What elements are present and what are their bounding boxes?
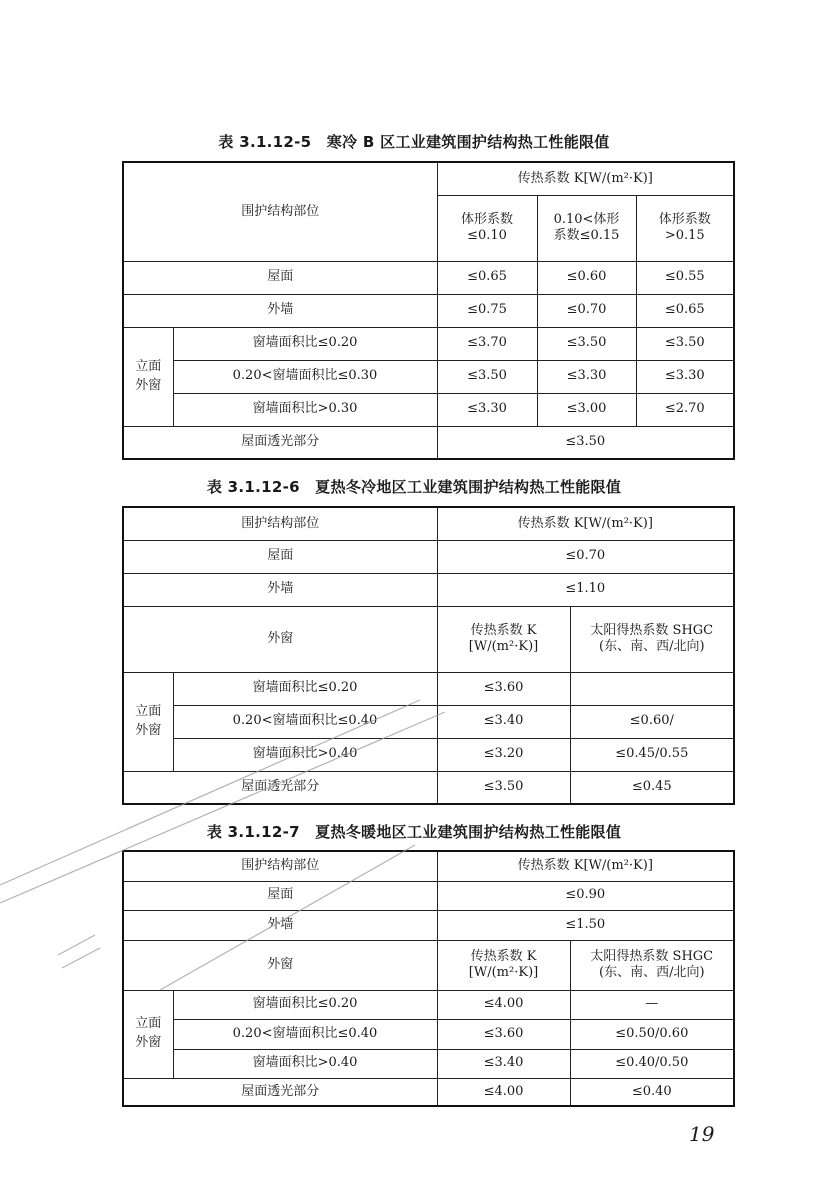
- table3-skylight-k: ≤4.00: [437, 1078, 570, 1106]
- table1-window-group: [123, 327, 173, 426]
- table1-header-col3-line1: 体形系数: [658, 211, 711, 227]
- table3-roof-label: 屋面: [123, 881, 437, 910]
- table2-row-window-header: [123, 606, 734, 672]
- table2-row-win3: [123, 738, 734, 771]
- table2-row-roof: [123, 540, 734, 573]
- table1-win3-v1: ≤3.30: [437, 393, 537, 426]
- table2-win3-shgc: ≤0.45/0.55: [570, 738, 734, 771]
- table3-row-roof: [123, 881, 734, 910]
- table3-window-group: [123, 990, 173, 1078]
- table1-window-group-line1: 立面: [135, 358, 162, 374]
- table1-wall-v1: ≤0.75: [437, 294, 537, 327]
- table1-caption: 表 3.1.12-5 寒冷 B 区工业建筑围护结构热工性能限值: [218, 133, 610, 151]
- table3-window-shgc: [570, 940, 734, 990]
- table1-row-roof: [123, 261, 734, 294]
- table3-wall-v: ≤1.50: [437, 910, 734, 940]
- table2-window-group: [123, 672, 173, 771]
- table3-win3-k: ≤3.40: [437, 1049, 570, 1078]
- table3-row-skylight: [123, 1078, 734, 1106]
- table1-row-wall: [123, 294, 734, 327]
- table1-roof-label: 屋面: [123, 261, 437, 294]
- table1-skylight-label: 屋面透光部分: [123, 426, 437, 459]
- table2-wall-v: ≤1.10: [437, 573, 734, 606]
- table2-window-shgc-line1: 太阳得热系数 SHGC: [590, 622, 714, 638]
- table2-win3-k: ≤3.20: [437, 738, 570, 771]
- table3-win2-k: ≤3.60: [437, 1019, 570, 1049]
- table2-window-k: [437, 606, 570, 672]
- table3-win1-k: ≤4.00: [437, 990, 570, 1019]
- table2-win2-shgc: ≤0.60/: [570, 705, 734, 738]
- table2-roof-v: ≤0.70: [437, 540, 734, 573]
- table1-row-skylight: [123, 426, 734, 459]
- table3-window-k: [437, 940, 570, 990]
- table1-win1-v2: ≤3.50: [537, 327, 636, 360]
- table2-win2-k: ≤3.40: [437, 705, 570, 738]
- table3-skylight-label: 屋面透光部分: [123, 1078, 437, 1106]
- table3-window-k-line2: [W/(m²·K)]: [468, 965, 539, 980]
- table2-win2-label: 0.20<窗墙面积比≤0.40: [173, 705, 437, 738]
- table1: [122, 161, 735, 460]
- table3-win3-label: 窗墙面积比>0.40: [173, 1049, 437, 1078]
- page-number: 19: [689, 1122, 715, 1146]
- table3-row-win1: [123, 990, 734, 1019]
- table1-header-col3-line2: >0.15: [664, 228, 705, 243]
- table1-row-win1: [123, 327, 734, 360]
- table2-skylight-label: 屋面透光部分: [123, 771, 437, 804]
- table3-row-win3: [123, 1049, 734, 1078]
- table2-window-label: 外窗: [123, 606, 437, 672]
- table1-wall-label: 外墙: [123, 294, 437, 327]
- table3-win2-label: 0.20<窗墙面积比≤0.40: [173, 1019, 437, 1049]
- table3-row-win2: [123, 1019, 734, 1049]
- table2-window-k-line2: [W/(m²·K)]: [468, 639, 539, 654]
- table1-header-col2: [537, 195, 636, 261]
- table2-header-k: 传热系数 K[W/(m²·K)]: [437, 507, 734, 540]
- table2-window-shgc: [570, 606, 734, 672]
- table3-roof-v: ≤0.90: [437, 881, 734, 910]
- table1-win3-v3: ≤2.70: [636, 393, 734, 426]
- table1-win2-v1: ≤3.50: [437, 360, 537, 393]
- table2-roof-label: 屋面: [123, 540, 437, 573]
- table1-win1-v1: ≤3.70: [437, 327, 537, 360]
- table3-skylight-shgc: ≤0.40: [570, 1078, 734, 1106]
- table2: [122, 506, 735, 805]
- table2-window-group-line1: 立面: [135, 703, 162, 719]
- table3-header-part: 围护结构部位: [123, 851, 437, 881]
- table2-row-skylight: [123, 771, 734, 804]
- table1-header-col2-line1: 0.10<体形: [553, 211, 620, 227]
- table2-row-wall: [123, 573, 734, 606]
- table1-window-group-line2: 外窗: [135, 377, 162, 393]
- table1-win2-v2: ≤3.30: [537, 360, 636, 393]
- table1-wall-v3: ≤0.65: [636, 294, 734, 327]
- table2-caption: 表 3.1.12-6 夏热冬冷地区工业建筑围护结构热工性能限值: [206, 478, 622, 496]
- table2-skylight-shgc: ≤0.45: [570, 771, 734, 804]
- table3-window-k-line1: 传热系数 K: [470, 948, 537, 964]
- table1-roof-v1: ≤0.65: [437, 261, 537, 294]
- table1-win3-label: 窗墙面积比>0.30: [173, 393, 437, 426]
- table1-header-col1: [437, 195, 537, 261]
- table3-win2-shgc: ≤0.50/0.60: [570, 1019, 734, 1049]
- table1-win1-label: 窗墙面积比≤0.20: [173, 327, 437, 360]
- table2-win1-shgc: [570, 672, 734, 705]
- table1-win1-v3: ≤3.50: [636, 327, 734, 360]
- table2-row-win1: [123, 672, 734, 705]
- table1-header-col1-line1: 体形系数: [461, 211, 514, 227]
- table3-win1-label: 窗墙面积比≤0.20: [173, 990, 437, 1019]
- table1-roof-v2: ≤0.60: [537, 261, 636, 294]
- table1-wall-v2: ≤0.70: [537, 294, 636, 327]
- table3-window-label: 外窗: [123, 940, 437, 990]
- table2-header-part: 围护结构部位: [123, 507, 437, 540]
- table3-row-window-header: [123, 940, 734, 990]
- table2-wall-label: 外墙: [123, 573, 437, 606]
- table1-header-col2-line2: 系数≤0.15: [553, 228, 620, 243]
- table3-win1-shgc: —: [570, 990, 734, 1019]
- table1-roof-v3: ≤0.55: [636, 261, 734, 294]
- table3-window-shgc-line1: 太阳得热系数 SHGC: [590, 948, 714, 964]
- table2-row-win2: [123, 705, 734, 738]
- table1-header-k: 传热系数 K[W/(m²·K)]: [437, 162, 734, 195]
- table2-window-k-line1: 传热系数 K: [470, 622, 537, 638]
- table3: [122, 850, 735, 1107]
- table1-header-part: 围护结构部位: [123, 162, 437, 261]
- table1-row-win2: [123, 360, 734, 393]
- table3-window-group-line2: 外窗: [135, 1035, 162, 1050]
- table2-win1-k: ≤3.60: [437, 672, 570, 705]
- table3-window-shgc-line2: (东、南、西/北向): [599, 965, 705, 980]
- table3-header-k: 传热系数 K[W/(m²·K)]: [437, 851, 734, 881]
- table3-wall-label: 外墙: [123, 910, 437, 940]
- table1-win2-v3: ≤3.30: [636, 360, 734, 393]
- table1-row-win3: [123, 393, 734, 426]
- table1-win3-v2: ≤3.00: [537, 393, 636, 426]
- table1-skylight-v: ≤3.50: [437, 426, 734, 459]
- table2-win1-label: 窗墙面积比≤0.20: [173, 672, 437, 705]
- table1-header-col3: [636, 195, 734, 261]
- table3-caption: 表 3.1.12-7 夏热冬暖地区工业建筑围护结构热工性能限值: [206, 823, 622, 841]
- table1-header-col1-line2: ≤0.10: [467, 228, 507, 243]
- table2-window-group-line2: 外窗: [135, 722, 162, 738]
- table3-window-group-line1: 立面: [135, 1016, 162, 1032]
- table2-skylight-k: ≤3.50: [437, 771, 570, 804]
- table3-win3-shgc: ≤0.40/0.50: [570, 1049, 734, 1078]
- table2-win3-label: 窗墙面积比>0.40: [173, 738, 437, 771]
- table3-row-wall: [123, 910, 734, 940]
- table1-win2-label: 0.20<窗墙面积比≤0.30: [173, 360, 437, 393]
- table2-window-shgc-line2: (东、南、西/北向): [599, 639, 705, 654]
